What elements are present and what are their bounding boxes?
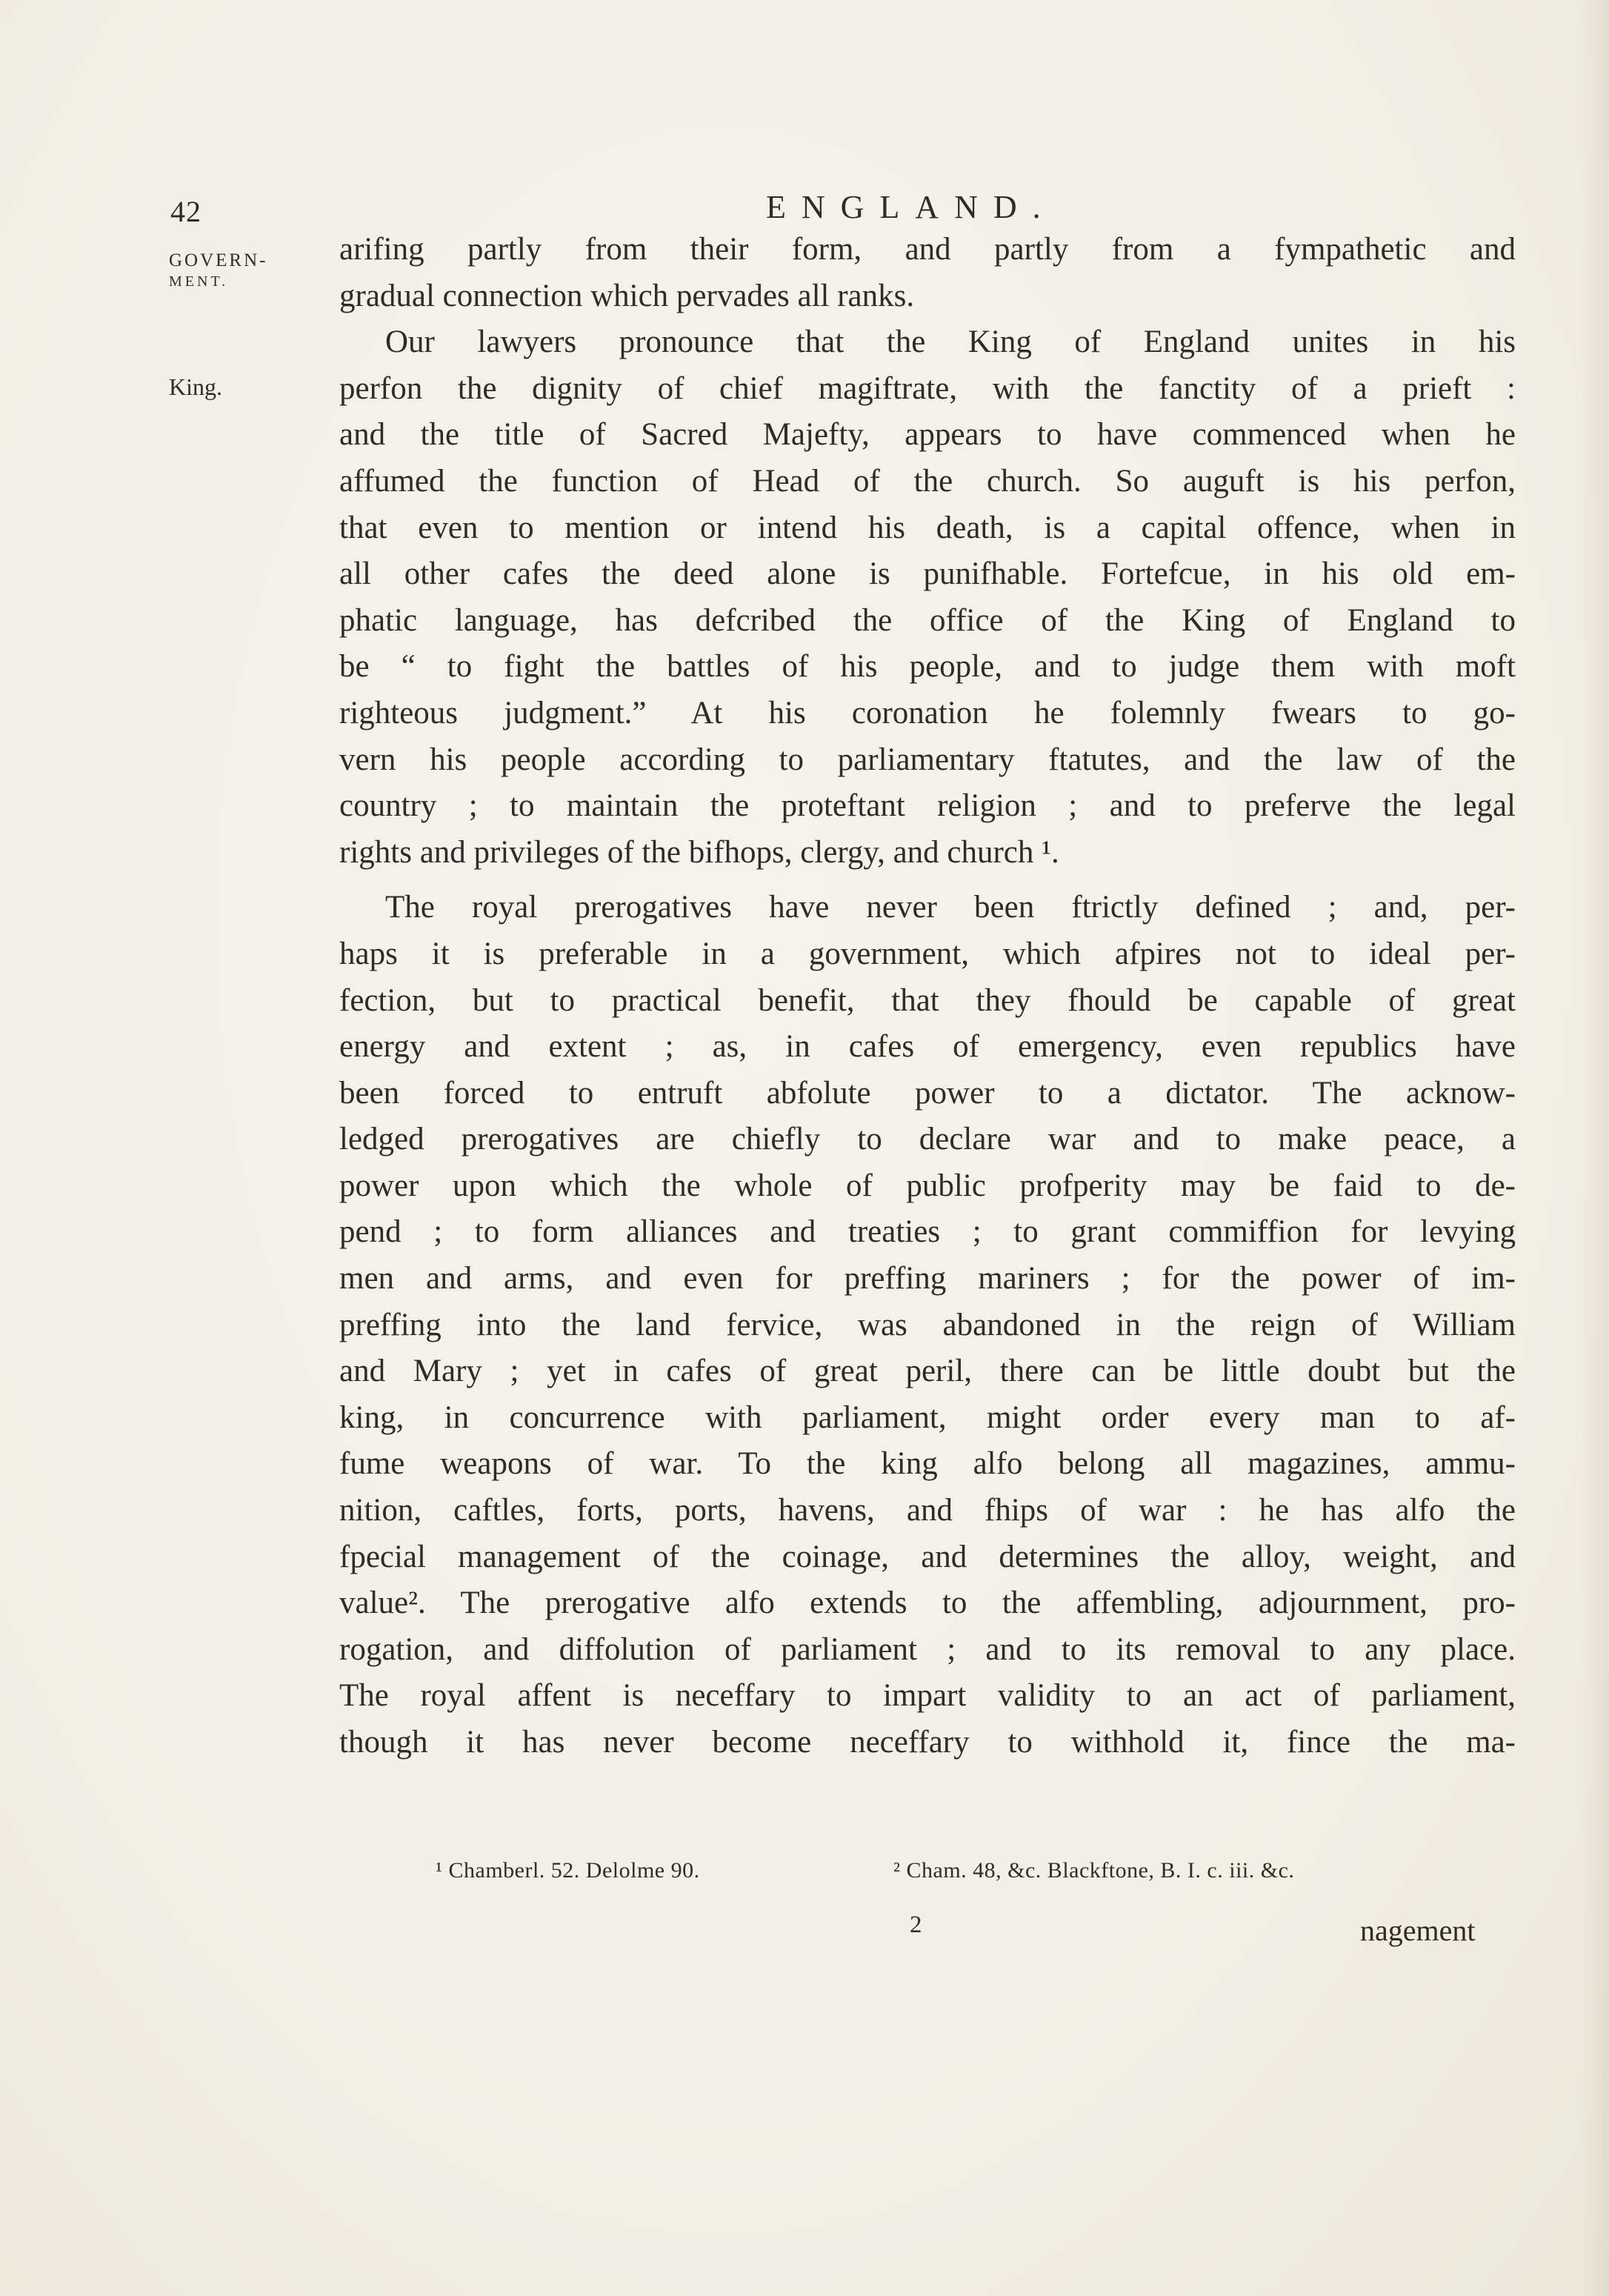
text-line: Our lawyers pronounce that the King of England unites in his — [385, 325, 1516, 360]
text-line: and Mary ; yet in cafes of great peril, there can be little doubt but the — [339, 1354, 1516, 1389]
text-line: pend ; to form alliances and treaties ; to grant commiffion for levying — [339, 1214, 1516, 1250]
text-line: country ; to maintain the proteftant religion ; and to preferve the legal — [339, 788, 1516, 824]
text-line: righteous judgment.” At his coronation he folemnly fwears to go- — [339, 695, 1516, 731]
page-edge-shadow — [1579, 0, 1609, 2296]
margin-note-king: King. — [169, 373, 222, 400]
page-number: 42 — [170, 195, 201, 228]
margin-note-line: GOVERN- — [169, 250, 268, 270]
body-text — [339, 227, 1516, 1766]
running-head: ENGLAND. — [766, 189, 1056, 225]
text-line: gradual connection which pervades all ranks. — [339, 278, 915, 313]
text-line: vern his people according to parliamentary ftatutes, and the law of the — [339, 742, 1516, 777]
text-line: The royal affent is neceffary to impart validity to an act of parliament, — [339, 1678, 1516, 1714]
text-line: energy and extent ; as, in cafes of emergency, even republics have — [339, 1029, 1516, 1065]
text-line: power upon which the whole of public profperity may be faid to de- — [339, 1168, 1516, 1203]
signature-mark: 2 — [910, 1911, 922, 1938]
text-line: haps it is preferable in a government, which afpires not to ideal per- — [339, 936, 1516, 971]
text-line: all other cafes the deed alone is punifhable. Fortefcue, in his old em- — [339, 556, 1516, 592]
text-line: men and arms, and even for preffing mariners ; for the power of im- — [339, 1261, 1516, 1297]
text-line: be “ to fight the battles of his people, and to judge them with moft — [339, 649, 1516, 685]
text-line: that even to mention or intend his death, is a capital offence, when in — [339, 510, 1516, 545]
text-line: affumed the function of Head of the church. So auguft is his perfon, — [339, 463, 1516, 499]
footnote-2: ² Cham. 48, &c. Blackftone, B. I. c. iii. &c. — [893, 1858, 1295, 1883]
text-line: king, in concurrence with parliament, might order every man to af- — [339, 1400, 1516, 1435]
footnote-1: ¹ Chamberl. 52. Delolme 90. — [436, 1858, 700, 1883]
text-line: phatic language, has defcribed the office of the King of England to — [339, 602, 1516, 638]
text-line: perfon the dignity of chief magiftrate, with the fanctity of a prieft : — [339, 370, 1516, 406]
text-line: value². The prerogative alfo extends to the affembling, adjournment, pro- — [339, 1585, 1516, 1621]
text-line: ledged prerogatives are chiefly to declare war and to make peace, a — [339, 1122, 1516, 1157]
text-line: fume weapons of war. To the king alfo belong all magazines, ammu- — [339, 1446, 1516, 1482]
margin-note-line: MENT. — [169, 273, 229, 290]
text-line: rogation, and diffolution of parliament ; and to its removal to any place. — [339, 1631, 1516, 1667]
margin-note-government — [169, 250, 268, 292]
text-line: fection, but to practical benefit, that they fhould be capable of great — [339, 982, 1516, 1018]
text-line: rights and privileges of the bifhops, clergy, and church ¹. — [339, 834, 1059, 870]
text-line: and the title of Sacred Majefty, appears to have commenced when he — [339, 417, 1516, 453]
text-line: been forced to entruft abfolute power to a dictator. The acknow- — [339, 1075, 1516, 1111]
catchword: nagement — [1360, 1914, 1476, 1947]
text-line: nition, caftles, forts, ports, havens, and fhips of war : he has alfo the — [339, 1493, 1516, 1528]
text-line: though it has never become neceffary to withhold it, fince the ma- — [339, 1725, 1516, 1760]
text-line: fpecial management of the coinage, and determines the alloy, weight, and — [339, 1539, 1516, 1574]
text-line: The royal prerogatives have never been ftrictly defined ; and, per- — [385, 890, 1516, 925]
text-line: preffing into the land fervice, was abandoned in the reign of William — [339, 1307, 1516, 1342]
text-line: arifing partly from their form, and partly from a fympathetic and — [339, 232, 1516, 267]
